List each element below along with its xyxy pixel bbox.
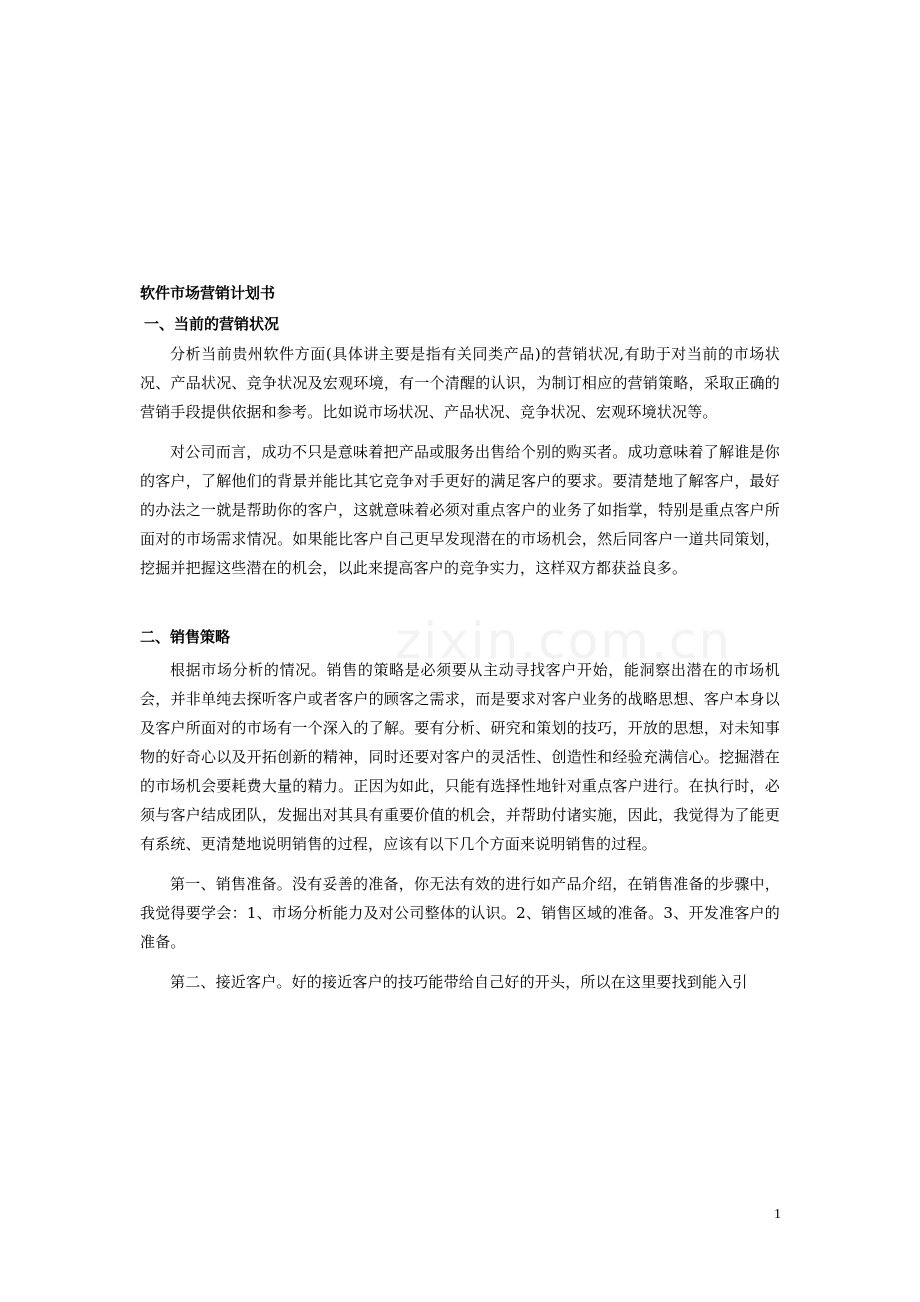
paragraph: 分析当前贵州软件方面(具体讲主要是指有关同类产品)的营销状况,有助于对当前的市场状况、产品状况、竞争状况及宏观环境，有一个清醒的认识，为制订相应的营销策略，采取正确的营销手段提供依据和参考。比如说市场状况、产品状况、竞争状况、宏观环境状况等。 (140, 345, 780, 421)
paragraph: 第二、接近客户。好的接近客户的技巧能带给自己好的开头，所以在这里要找到能入引 (170, 973, 748, 991)
document-content (140, 283, 780, 997)
page-number: 1 (774, 1207, 781, 1222)
watermark: zixin.com.cn (395, 612, 733, 670)
section-heading-current-marketing: 一、当前的营销状况 (144, 315, 280, 333)
section-body-sales-strategy (140, 656, 780, 997)
document-title: 软件市场营销计划书 (140, 284, 276, 302)
paragraph: 根据市场分析的情况。销售的策略是必须要从主动寻找客户开始，能洞察出潜在的市场机会，并非单纯去探听客户或者客户的顾客之需求，而是要求对客户业务的战略思想、客户本身以及客户所面对的市场有一个深入的了解。要有分析、研究和策划的技巧，开放的思想，对未知事物的好奇心以及开拓创新的精神，同时还要对客户的灵活性、创造性和经验充满信心。挖掘潜在的市场机会要耗费大量的精力。正因为如此，只能有选择性地针对重点客户进行。在执行时，必须与客户结成团队，发掘出对其具有重要价值的机会，并帮助付诸实施，因此，我觉得为了能更有系统、更清楚地说明销售的过程，应该有以下几个方面来说明销售的过程。 (140, 661, 780, 853)
section-heading-sales-strategy: 二、销售策略 (140, 628, 231, 646)
paragraph: 第一、销售准备。没有妥善的准备，你无法有效的进行如产品介绍，在销售准备的步骤中，我觉得要学会：1、市场分析能力及对公司整体的认识。2、销售区域的准备。3、开发准客户的准备。 (140, 875, 780, 951)
paragraph: 对公司而言，成功不只是意味着把产品或服务出售给个别的购买者。成功意味着了解谁是你的客户，了解他们的背景并能比其它竞争对手更好的满足客户的要求。要清楚地了解客户，最好的办法之一就是帮助你的客户，这就意味着必须对重点客户的业务了如指掌，特别是重点客户所面对的市场需求情况。如果能比客户自己更早发现潜在的市场机会，然后同客户一道共同策划，挖掘并把握这些潜在的机会，以此来提高客户的竞争实力，这样双方都获益良多。 (140, 443, 780, 577)
section-body-current-marketing (140, 340, 780, 583)
